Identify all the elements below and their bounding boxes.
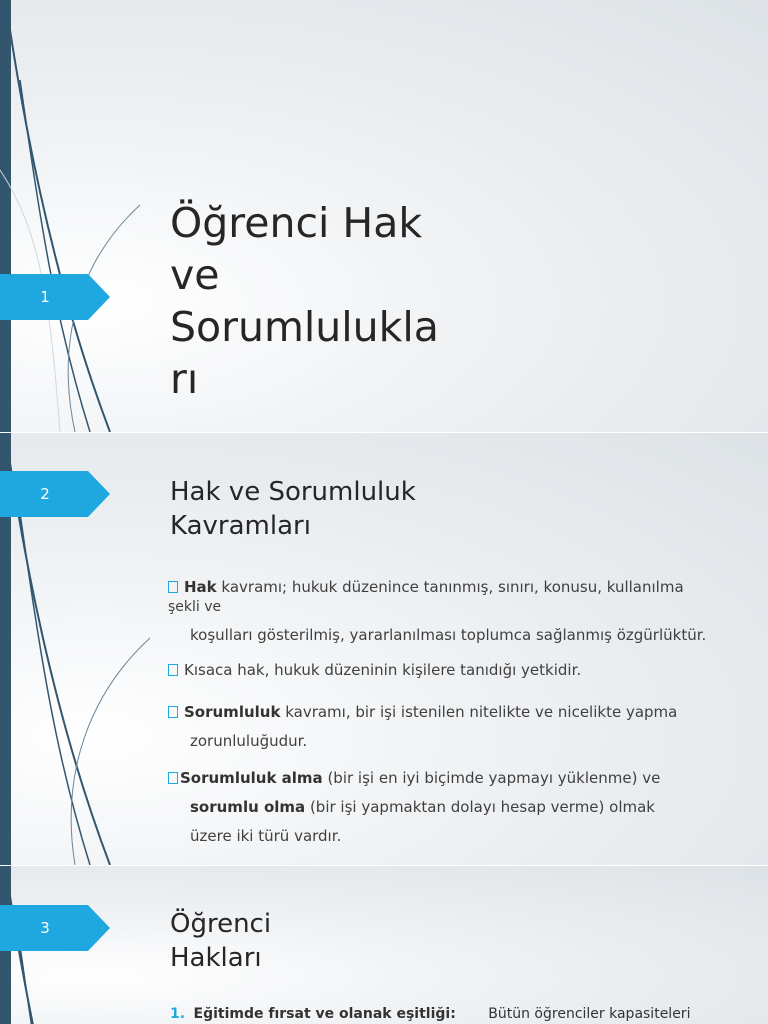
slide-2-body bbox=[168, 577, 728, 851]
bullet-icon bbox=[168, 706, 178, 718]
bullet-hak bbox=[168, 577, 728, 645]
title-line: Öğrenci bbox=[170, 909, 272, 939]
title-line: Kavramları bbox=[170, 511, 311, 541]
title-line: rı bbox=[170, 355, 199, 403]
bullet-sorumluluk bbox=[168, 698, 728, 756]
bullet-sorumluluk-turleri bbox=[168, 764, 728, 851]
bullet-text: Kısaca hak, hukuk düzeninin kişilere tanıdığı yetkidir. bbox=[184, 661, 582, 679]
slide-2-title bbox=[170, 475, 416, 543]
slide-number: 1 bbox=[40, 288, 50, 306]
list-text: Bütün öğrenciler kapasiteleri bbox=[488, 1006, 691, 1022]
bullet-text: kavramı, bir işi istenilen nitelikte ve nicelikte yapma bbox=[280, 703, 678, 721]
title-line: Hakları bbox=[170, 943, 262, 973]
slide-1-title bbox=[170, 197, 470, 405]
slide-3[interactable] bbox=[0, 866, 768, 1024]
title-line: Hak ve Sorumluluk bbox=[170, 477, 416, 507]
slide-3-title bbox=[170, 907, 271, 975]
slide-number: 3 bbox=[40, 919, 50, 937]
bold-term: Sorumluluk bbox=[184, 703, 281, 721]
bullet-text: koşulları gösterilmiş, yararlanılması toplumca sağlanmış özgürlüktür. bbox=[190, 626, 707, 644]
bold-term: Sorumluluk alma bbox=[180, 769, 323, 787]
slide-number: 2 bbox=[40, 485, 50, 503]
title-line: Öğrenci Hak bbox=[170, 199, 423, 247]
bold-term: sorumlu olma bbox=[190, 798, 306, 816]
bullet-kisaca bbox=[168, 661, 728, 679]
title-line: Sorumlulukla bbox=[170, 303, 439, 351]
bullet-icon bbox=[168, 664, 178, 676]
bullet-text: şekli ve bbox=[168, 599, 222, 615]
bold-term: Hak bbox=[184, 578, 217, 596]
bullet-icon bbox=[168, 581, 178, 593]
bullet-icon bbox=[168, 772, 178, 784]
bullet-text: (bir işi en iyi biçimde yapmayı yüklenme) ve bbox=[322, 769, 661, 787]
slide-3-list-item-1 bbox=[170, 1006, 768, 1022]
slide-number-tab-2 bbox=[0, 471, 110, 517]
bullet-text: (bir işi yapmaktan dolayı hesap verme) olmak bbox=[305, 798, 655, 816]
bullet-text: zorunluluğudur. bbox=[190, 732, 308, 750]
slide-number-tab-1 bbox=[0, 274, 110, 320]
bold-term: Eğitimde fırsat ve olanak eşitliği: bbox=[193, 1006, 456, 1022]
bullet-text: üzere iki türü vardır. bbox=[190, 827, 342, 845]
bullet-text: kavramı; hukuk düzenince tanınmış, sınırı, konusu, kullanılma bbox=[216, 578, 684, 596]
title-line: ve bbox=[170, 251, 220, 299]
list-number: 1. bbox=[170, 1006, 186, 1022]
slide-number-tab-3 bbox=[0, 905, 110, 951]
